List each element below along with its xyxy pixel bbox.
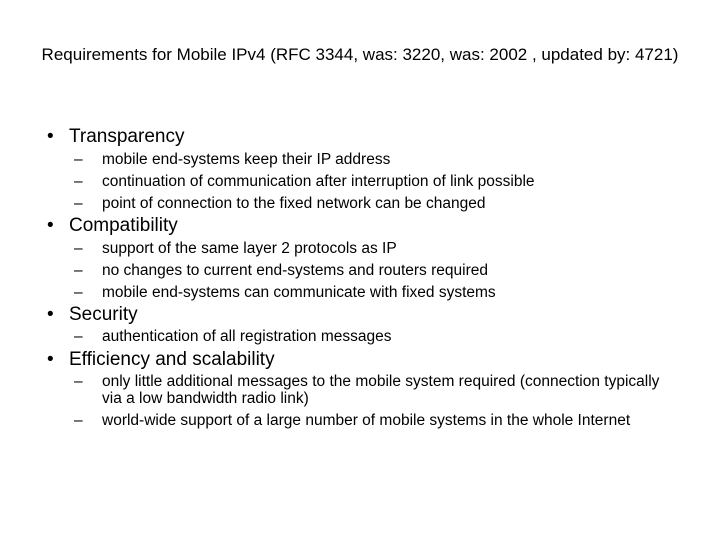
dash-icon: –	[74, 412, 83, 429]
sub-item-text: authentication of all registration messages	[102, 328, 392, 345]
dash-icon: –	[74, 240, 83, 257]
sub-item-text: no changes to current end-systems and routers required	[102, 262, 488, 279]
sub-item-text: point of connection to the fixed network can be changed	[102, 195, 486, 212]
bullet-heading: Compatibility	[69, 215, 178, 236]
sub-item	[74, 195, 485, 213]
dash-icon: –	[74, 195, 83, 212]
sub-item	[74, 284, 496, 302]
bullet-heading: Transparency	[69, 126, 185, 147]
bullet-transparency	[47, 126, 184, 148]
dash-icon: –	[74, 173, 83, 190]
sub-item-text: only little additional messages to the mobile system required (connection typically via a low bandwidth radio link)	[102, 373, 660, 407]
bullet-dot-icon: •	[47, 215, 54, 236]
sub-item-text: continuation of communication after interruption of link possible	[102, 173, 535, 190]
sub-item-text: mobile end-systems can communicate with fixed systems	[102, 284, 496, 301]
sub-item-text: support of the same layer 2 protocols as IP	[102, 240, 397, 257]
bullet-heading: Security	[69, 304, 138, 325]
slide-title: Requirements for Mobile IPv4 (RFC 3344, was: 3220, was: 2002 , updated by: 4721)	[41, 45, 679, 64]
dash-icon: –	[74, 284, 83, 301]
sub-item-text: world-wide support of a large number of mobile systems in the whole Internet	[102, 412, 631, 429]
sub-item	[74, 373, 674, 407]
sub-item	[74, 151, 390, 169]
sub-item	[74, 173, 535, 191]
dash-icon: –	[74, 151, 83, 168]
dash-icon: –	[74, 373, 83, 390]
bullet-dot-icon: •	[47, 349, 54, 370]
sub-item-text: mobile end-systems keep their IP address	[102, 151, 391, 168]
sub-item	[74, 262, 488, 280]
dash-icon: –	[74, 262, 83, 279]
bullet-dot-icon: •	[47, 126, 54, 147]
bullet-efficiency	[47, 349, 275, 371]
dash-icon: –	[74, 328, 83, 345]
sub-item	[74, 240, 397, 258]
sub-item	[74, 328, 392, 346]
bullet-compatibility	[47, 215, 178, 237]
sub-item	[74, 412, 674, 430]
bullet-security	[47, 304, 138, 326]
bullet-dot-icon: •	[47, 304, 54, 325]
bullet-heading: Efficiency and scalability	[69, 349, 275, 370]
